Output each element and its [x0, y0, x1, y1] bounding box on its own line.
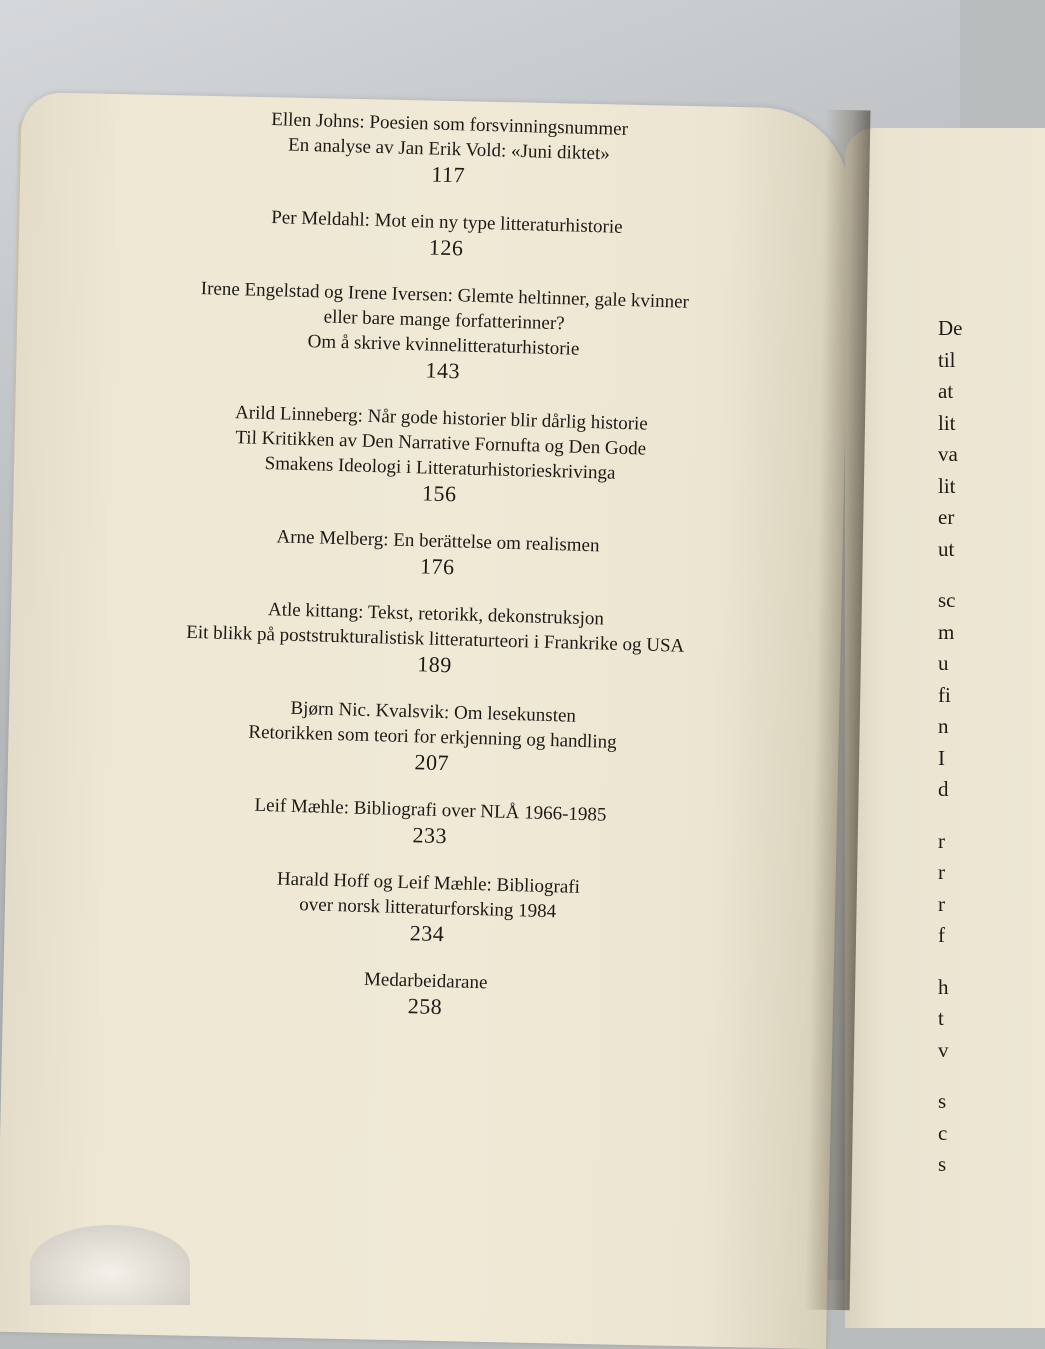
- toc-entry: [132, 691, 734, 784]
- right-page-fragment: m: [938, 619, 955, 644]
- right-page-fragment: [938, 565, 963, 585]
- right-page-fragment: s: [938, 1152, 947, 1176]
- toc-entry-title: Atle kittang: Tekst, retorikk, dekonstruksjon: [267, 599, 605, 630]
- right-page-fragment: er: [938, 505, 955, 529]
- toc-entry-page-number: 156: [421, 480, 457, 507]
- toc-entry-title: Bjørn Nic. Kvalsvik: Om lesekunsten: [290, 697, 577, 727]
- right-page-fragment: [938, 952, 963, 972]
- right-page-fragment: lit: [938, 473, 956, 498]
- table-of-contents: [124, 104, 750, 1050]
- right-page: [845, 128, 1045, 1328]
- toc-entry-subtitle: Om å skrive kvinnelitteraturhistorie: [307, 331, 580, 360]
- toc-entry-page-number: 189: [416, 651, 453, 678]
- right-page-fragment: h: [938, 974, 949, 999]
- right-page-fragment: v: [938, 1037, 949, 1062]
- toc-entry-title: Medarbeidarane: [363, 968, 488, 994]
- right-page-fragment: fi: [938, 682, 951, 707]
- toc-entry: [137, 520, 738, 588]
- right-page-fragment: c: [938, 1120, 948, 1145]
- right-page-fragment: f: [938, 923, 945, 947]
- toc-entry-title: Arild Linneberg: Når gode historier blir dårlig historie: [234, 402, 649, 435]
- crumpled-paper: [30, 1225, 190, 1305]
- right-page-fragment: at: [938, 379, 954, 403]
- toc-entry-page-number: 234: [409, 920, 445, 947]
- toc-entry-title: Ellen Johns: Poesien som forsvinningsnummer: [271, 109, 629, 140]
- toc-entry-subtitle: over norsk litteraturforsking 1984: [299, 894, 557, 923]
- toc-entry: [146, 202, 747, 270]
- toc-entry-subtitle: Eit blikk på poststrukturalistisk litteraturteori i Frankrike og USA: [185, 621, 685, 657]
- toc-entry-subtitle: En analyse av Jan Erik Vold: «Juni diktet»: [287, 134, 611, 165]
- toc-entry-title: Per Meldahl: Mot ein ny type litteraturhistorie: [270, 207, 623, 238]
- right-page-fragment: s: [938, 1089, 947, 1113]
- right-page-fragment: u: [938, 651, 949, 675]
- right-page-fragment: til: [938, 347, 956, 372]
- toc-entry-title: Leif Mæhle: Bibliografi over NLÅ 1966-1985: [254, 794, 607, 826]
- toc-entry: [134, 593, 736, 686]
- toc-entry: [148, 104, 750, 197]
- toc-entry-title: Arne Melberg: En berättelse om realismen: [276, 526, 600, 557]
- right-page-fragment: I: [938, 745, 945, 770]
- toc-entry-subtitle: Smakens Ideologi i Litteraturhistorieskrivinga: [264, 452, 616, 484]
- right-page-fragment: lit: [938, 410, 956, 435]
- toc-entry-page-number: 258: [407, 993, 443, 1020]
- toc-entry: [127, 862, 729, 955]
- toc-entry-page-number: 126: [428, 234, 464, 261]
- right-page-fragment: [938, 806, 963, 826]
- toc-entry-page-number: 117: [431, 161, 466, 188]
- right-page-text-fragments: [938, 313, 963, 1181]
- toc-entry: [130, 789, 731, 857]
- right-page-fragment: d: [938, 777, 949, 801]
- right-page-fragment: sc: [938, 588, 956, 612]
- toc-entry-subtitle: Retorikken som teori for erkjenning og handling: [248, 721, 617, 753]
- right-page-fragment: r: [938, 860, 945, 884]
- toc-entry-page-number: 143: [425, 357, 461, 384]
- toc-entry-subtitle: eller bare mange forfatterinner?: [323, 306, 565, 335]
- right-page-fragment: t: [938, 1006, 944, 1030]
- toc-entry: [143, 275, 746, 393]
- right-page-fragment: r: [938, 891, 945, 916]
- toc-entry-page-number: 207: [414, 749, 450, 776]
- toc-entry: [139, 398, 742, 516]
- right-page-fragment: ut: [938, 536, 955, 561]
- toc-entry-title: Irene Engelstad og Irene Iversen: Glemte heltinner, gale kvinner: [200, 278, 690, 313]
- right-page-fragment: [938, 1066, 963, 1086]
- right-page-fragment: n: [938, 714, 949, 738]
- toc-entry-page-number: 233: [412, 822, 448, 849]
- toc-entry-title: Harald Hoff og Leif Mæhle: Bibliografi: [276, 868, 581, 898]
- toc-entry-page-number: 176: [419, 553, 455, 580]
- toc-entry-subtitle: Til Kritikken av Den Narrative Fornufta og Den Gode: [235, 427, 647, 460]
- toc-entry: [125, 960, 726, 1028]
- right-page-fragment: va: [938, 442, 958, 466]
- right-page-fragment: r: [938, 828, 945, 853]
- right-page-fragment: De: [938, 316, 963, 340]
